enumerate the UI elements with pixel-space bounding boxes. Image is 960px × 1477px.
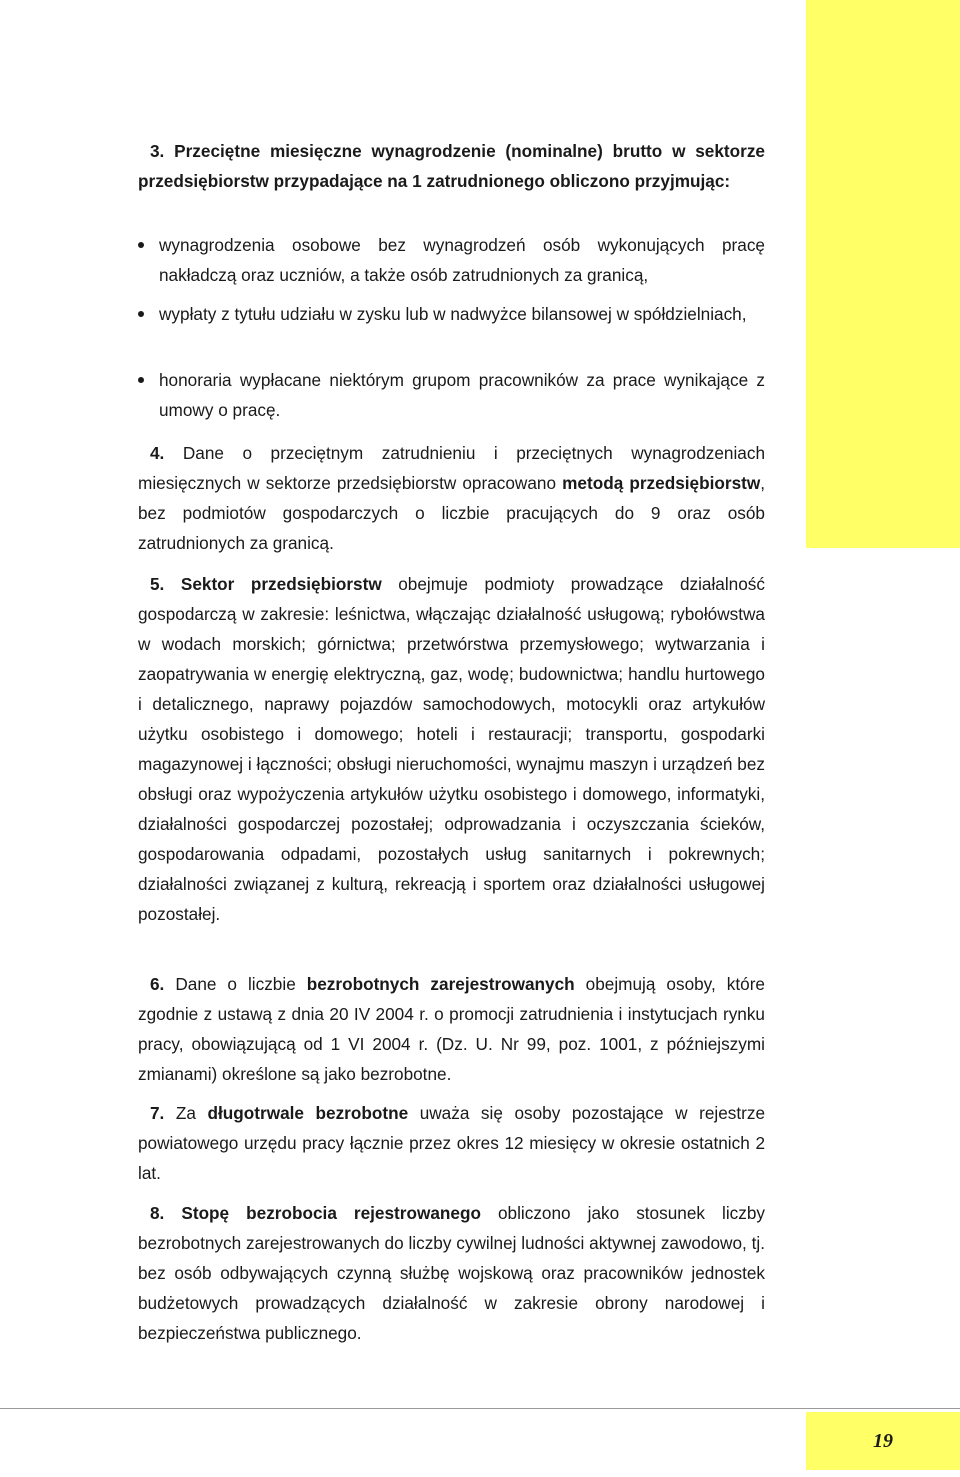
paragraph-number: 5. bbox=[150, 574, 165, 594]
paragraph-number: 4. bbox=[150, 443, 165, 463]
paragraph-number: 8. bbox=[150, 1203, 165, 1223]
paragraph-7 bbox=[138, 1098, 765, 1188]
paragraph-6 bbox=[138, 969, 765, 1089]
bullet-item: honoraria wypłacane niektórym grupom pracowników za prace wynikające z umowy o pracę. bbox=[159, 370, 765, 420]
paragraph-4 bbox=[138, 438, 765, 558]
footer-divider bbox=[0, 1408, 960, 1409]
bullet-dot-icon bbox=[138, 377, 144, 383]
paragraph-bold-term: metodą przedsiębiorstw bbox=[562, 473, 761, 493]
bullet-dot-icon bbox=[138, 311, 144, 317]
paragraph-number: 6. bbox=[150, 974, 165, 994]
paragraph-5 bbox=[138, 569, 765, 929]
paragraph-number: 7. bbox=[150, 1103, 165, 1123]
page-number-box bbox=[806, 1412, 960, 1470]
bullet-item: wynagrodzenia osobowe bez wynagrodzeń osób wykonujących pracę nakładczą oraz uczniów, a także osób zatrudnionych za granicą, bbox=[159, 235, 765, 285]
yellow-margin-bar bbox=[806, 0, 960, 548]
paragraph-text: Za bbox=[175, 1103, 208, 1123]
paragraph-8 bbox=[138, 1198, 765, 1348]
paragraph-text: Dane o przeciętnym zatrudnieniu i przeciętnych wynagrodzeniach miesięcznych w sektorze przedsiębiorstw opracowano bbox=[138, 443, 765, 493]
paragraph-bold-term: bezrobotnych zarejestrowanych bbox=[306, 974, 575, 994]
bullet-dot-icon bbox=[138, 242, 144, 248]
paragraph-text: obejmują osoby, które zgodnie z ustawą z dnia 20 IV 2004 r. o promocji zatrudnienia i instytucjach rynku pracy, obowiązującą od 1 VI 2004 r. (Dz. U. Nr 99, poz. 1001, z późniejszymi zmianami) określone są jako bezrobotne. bbox=[138, 974, 765, 1084]
paragraph-text: obejmuje podmioty prowadzące działalność gospodarczą w zakresie: leśnictwa, włączając działalność usługową; rybołówstwa w wodach morskich; górnictwa; przetwórstwa przemysłowego; wytwarzania i zaopatrywania w energię elektryczną, gaz, wodę; budownictwa; handlu hurtowego i detalicznego, naprawy pojazdów samochodowych, motocykli oraz artykułów użytku osobistego i domowego; hoteli i restauracji; transportu, gospodarki magazynowej i łączności; obsługi nieruchomości, wynajmu maszyn i urządzeń bez obsługi oraz wypożyczenia artykułów użytku osobistego i domowego, informatyki, działalności gospodarczej pozostałej; odprowadzania i oczyszczania ścieków, gospodarowania odpadami, pozostałych usług sanitarnych i pokrewnych; działalności związanej z kulturą, rekreacją i sportem oraz działalności usługowej pozostałej. bbox=[138, 574, 765, 924]
paragraph-text: obliczono jako stosunek liczby bezrobotnych zarejestrowanych do liczby cywilnej ludności aktywnej zawodowo, tj. bez osób odbywających czynną służbę wojskową oraz pracowników jednostek budżetowych prowadzących działalność w zakresie obrony narodowej i bezpieczeństwa publicznego. bbox=[138, 1203, 765, 1343]
paragraph-bold-term: długotrwale bezrobotne bbox=[207, 1103, 409, 1123]
paragraph-text: , bez podmiotów gospodarczych o liczbie pracujących do 9 oraz osób zatrudnionych za granicą. bbox=[138, 473, 765, 553]
paragraph-3 bbox=[138, 136, 765, 196]
paragraph-bold-term: Sektor przedsiębiorstw bbox=[180, 574, 382, 594]
paragraph-number: 3. bbox=[150, 141, 165, 161]
paragraph-bold-term: Stopę bezrobocia rejestrowanego bbox=[181, 1203, 481, 1223]
page-number: 19 bbox=[873, 1429, 893, 1452]
bullet-item: wypłaty z tytułu udziału w zysku lub w nadwyżce bilansowej w spółdzielniach, bbox=[159, 304, 747, 324]
paragraph-text: Dane o liczbie bbox=[175, 974, 307, 994]
paragraph-text: Przeciętne miesięczne wynagrodzenie (nominalne) brutto w sektorze przedsiębiorstw przypadające na 1 zatrudnionego obliczono przyjmując: bbox=[138, 141, 765, 191]
paragraph-text: uważa się osoby pozostające w rejestrze powiatowego urzędu pracy łącznie przez okres 12 miesięcy w okresie ostatnich 2 lat. bbox=[138, 1103, 766, 1183]
